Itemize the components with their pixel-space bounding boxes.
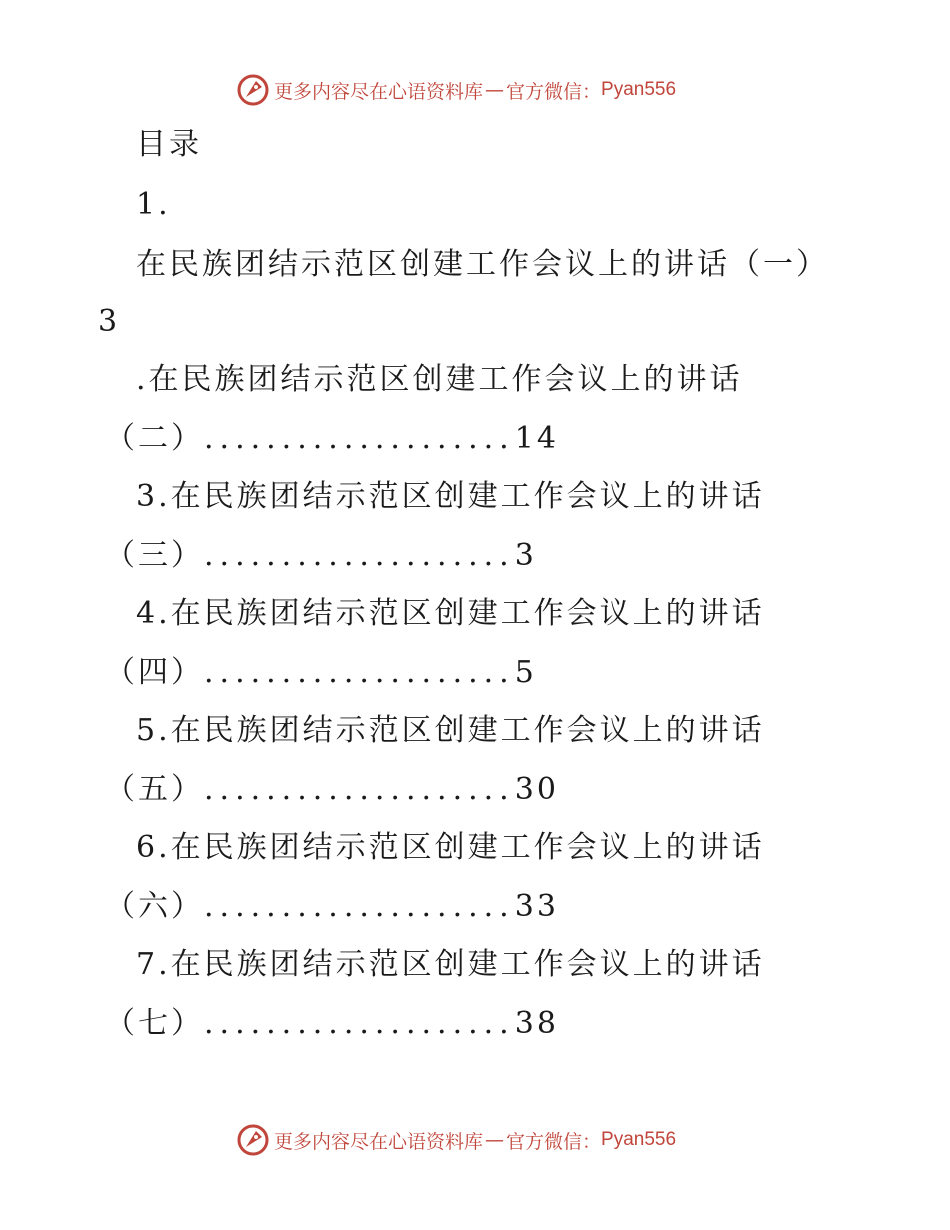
banner-dash: — xyxy=(485,79,505,101)
toc-entry-5-page-line xyxy=(105,770,559,810)
toc-entry-4-suffix: （四） xyxy=(105,655,204,690)
pen-nib-logo-icon xyxy=(236,1123,270,1157)
toc-entry-2-title-line[interactable] xyxy=(136,360,743,400)
toc-entry-7-number: 7. xyxy=(136,947,171,982)
toc-entry-2-page-line xyxy=(105,419,559,459)
toc-entry-4-page: 5 xyxy=(514,655,537,690)
toc-entry-7-page-line xyxy=(105,1004,559,1044)
toc-entry-5-number: 5. xyxy=(136,713,171,748)
banner-text: 更多内容尽在心语资料库 xyxy=(274,1130,484,1153)
toc-entry-6-page: 33 xyxy=(514,889,559,924)
toc-entry-7-page: 38 xyxy=(514,1006,559,1041)
toc-entry-5-title: 在民族团结示范区创建工作会议上的讲话 xyxy=(170,713,765,748)
banner-text: 更多内容尽在心语资料库 xyxy=(274,80,484,103)
banner-wechat-id: Pyan556 xyxy=(601,1129,677,1150)
pen-nib-logo-icon xyxy=(236,73,270,107)
toc-entry-3-suffix: （三） xyxy=(105,538,204,573)
banner-dash: — xyxy=(485,1129,505,1151)
toc-entry-1-page: 3 xyxy=(98,304,121,339)
toc-entry-1-number: 1. xyxy=(136,187,171,222)
toc-entry-3-title: 在民族团结示范区创建工作会议上的讲话 xyxy=(170,479,765,514)
toc-entry-3-number: 3. xyxy=(136,479,171,514)
toc-entry-6-suffix: （六） xyxy=(105,889,204,924)
footer-banner xyxy=(236,1122,676,1158)
toc-entry-5-dots: .................... xyxy=(204,772,515,807)
toc-entry-3-page-line xyxy=(105,536,537,576)
toc-entry-7-dots: .................... xyxy=(204,1006,515,1041)
banner-wechat-label: 官方微信： xyxy=(506,80,602,103)
toc-heading: 目录 xyxy=(136,127,202,162)
toc-entry-3-title-line[interactable] xyxy=(136,477,765,517)
toc-entry-4-number: 4. xyxy=(136,596,171,631)
toc-entry-2-number: . xyxy=(136,362,149,397)
toc-entry-1-title: 在民族团结示范区创建工作会议上的讲话（一） xyxy=(136,247,829,282)
toc-entry-2-dots: .................... xyxy=(204,421,515,456)
toc-entry-6-title: 在民族团结示范区创建工作会议上的讲话 xyxy=(170,830,765,865)
toc-entry-5-title-line[interactable] xyxy=(136,711,765,751)
toc-entry-2-page: 14 xyxy=(514,421,559,456)
toc-entry-7-title: 在民族团结示范区创建工作会议上的讲话 xyxy=(170,947,765,982)
toc-entry-3-page: 3 xyxy=(514,538,537,573)
banner-wechat-id: Pyan556 xyxy=(601,79,677,100)
toc-entry-4-dots: .................... xyxy=(204,655,515,690)
toc-entry-5-suffix: （五） xyxy=(105,772,204,807)
toc-entry-4-title-line[interactable] xyxy=(136,594,765,634)
toc-entry-6-title-line[interactable] xyxy=(136,828,765,868)
toc-entry-2-suffix: （二） xyxy=(105,421,204,456)
header-banner xyxy=(236,72,676,108)
toc-entry-3-dots: .................... xyxy=(204,538,515,573)
banner-wechat-label: 官方微信： xyxy=(506,1130,602,1153)
toc-entry-6-page-line xyxy=(105,887,559,927)
toc-entry-5-page: 30 xyxy=(514,772,559,807)
toc-entry-2-title: 在民族团结示范区创建工作会议上的讲话 xyxy=(148,362,743,397)
toc-entry-7-title-line[interactable] xyxy=(136,945,765,985)
toc-entry-4-page-line xyxy=(105,653,537,693)
toc-entry-6-number: 6. xyxy=(136,830,171,865)
toc-entry-6-dots: .................... xyxy=(204,889,515,924)
toc-entry-7-suffix: （七） xyxy=(105,1006,204,1041)
toc-entry-4-title: 在民族团结示范区创建工作会议上的讲话 xyxy=(170,596,765,631)
